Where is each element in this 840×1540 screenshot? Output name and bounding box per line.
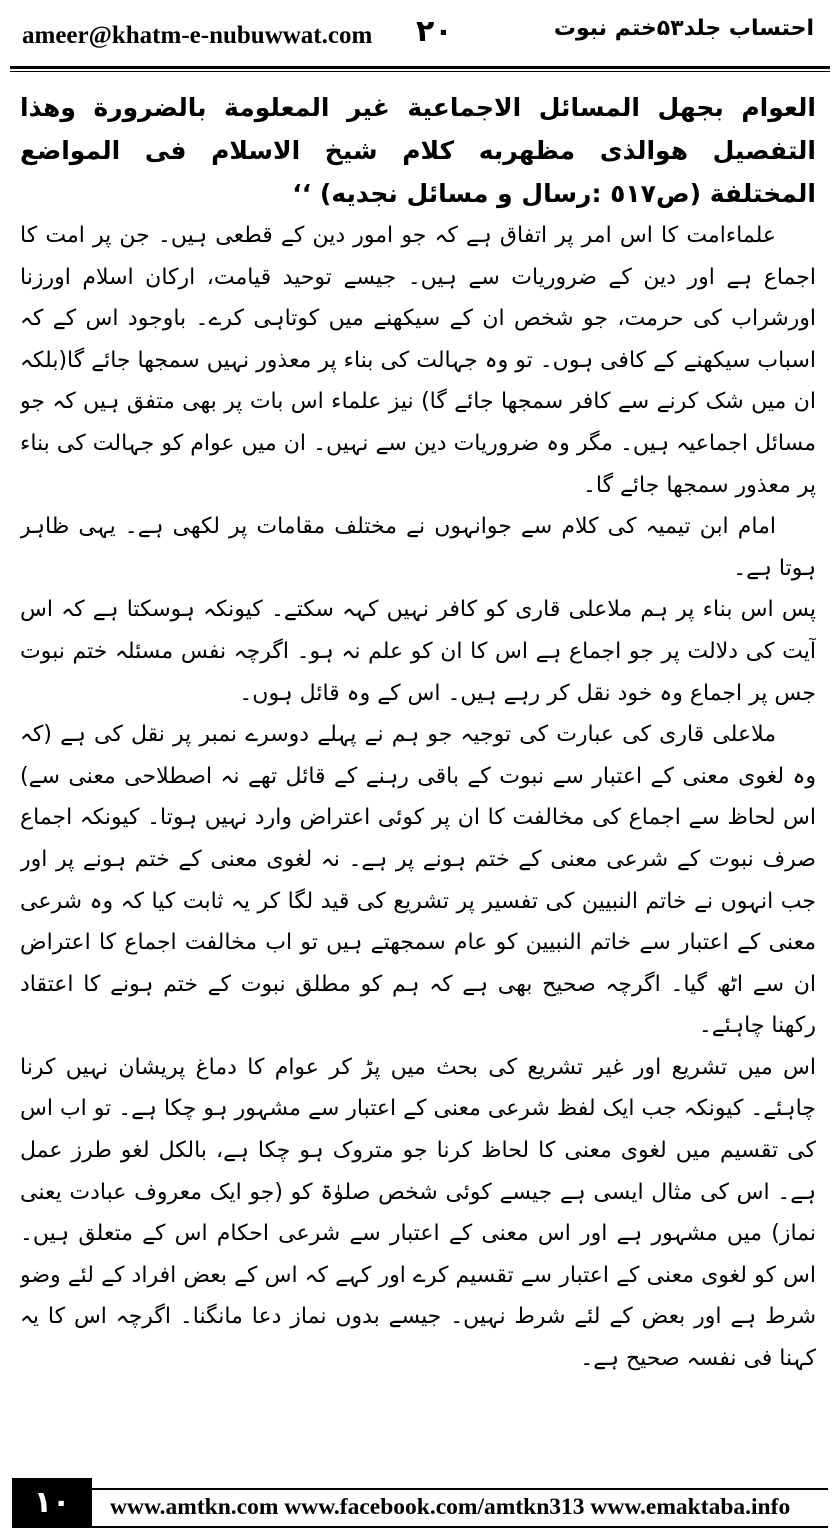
body-paragraph: پس اس بناء پر ہم ملاعلی قاری کو کافر نہیں کہہ سکتے۔ کیونکہ ہوسکتا ہے کہ اس آیت کی دلالت پر جو اجماع ہے اس کا ان کو علم نہ ہو۔ اگرچہ نفس مسئلہ ختم نبوت جس پر اجماع وہ خود نقل کر رہے ہیں۔ اس کے وہ قائل ہوں۔ bbox=[20, 597, 816, 706]
body-paragraph: ملاعلی قاری کی عبارت کی توجیہ جو ہم نے پہلے دوسرے نمبر پر نقل کی ہے (کہ وہ لغوی معنی کے اعتبار سے نبوت کے باقی رہنے کے قائل تھے نہ اصطلاحی معنی سے) اس لحاظ سے اجماع کی مخالفت کا ان پر کوئی اعتراض وارد نہیں ہوتا۔ کیونکہ اجماع صرف نبوت کے شرعی معنی کے ختم ہونے پر ہے۔ نہ لغوی معنی کے ختم ہونے پر اور جب انہوں نے خاتم النبیین کی تفسیر پر تشریع کی قید لگا کر یہ ثابت کیا کہ وہ شرعی معنی کے اعتبار سے خاتم النبیین کو عام سمجھتے ہیں تو اب مخالفت اجماع کا اعتراض ان سے اٹھ گیا۔ اگرچہ صحیح بھی ہے کہ ہم کو مطلق نبوت کے ختم ہونے کا اعتقاد رکھنا چاہئے۔ bbox=[20, 722, 816, 1039]
arabic-quote-paragraph: العوام بجهل المسائل الاجماعية غير المعلومة بالضرورة وهذا التفصيل هوالذى مظهربه كلام شيخ الاسلام فى المواضع المختلفة (ص٥١٧ :رسال و مسائل نجديه) ‘‘ bbox=[20, 93, 816, 208]
footer-page-number: ۱۰ bbox=[12, 1478, 92, 1528]
page-body bbox=[20, 86, 816, 1466]
body-paragraph: اس میں تشریع اور غیر تشریع کی بحث میں پڑ کر عوام کا دماغ پریشان نہیں کرنا چاہئے۔ کیونکہ جب ایک لفظ شرعی معنی کے اعتبار سے مشہور ہو چکا ہے۔ تو اب اس کی تقسیم میں لغوی معنی کا لحاظ کرنا جو متروک ہو چکا ہے، بالکل لغو طرز عمل ہے۔ اس کی مثال ایسی ہے جیسے کوئی شخص صلوٰۃ کو (جو ایک معروف عبادت یعنی نماز) میں مشہور ہے اور اس معنی کے اعتبار سے شرعی احکام اس کے متعلق ہیں۔ اس کو لغوی معنی کے اعتبار سے تقسیم کرے اور کہے کہ اس کے بعض افراد کے لئے وضو شرط ہے اور بعض کے لئے شرط نہیں۔ جیسے بدوں نماز دعا مانگنا۔ اگرچہ اس کا یہ کہنا فی نفسہ صحیح ہے۔ bbox=[20, 1054, 816, 1372]
header-email: ameer@khatm-e-nubuwwat.com bbox=[22, 22, 373, 49]
header-book-title: احتساب جلد۵۳ختم نبوت bbox=[553, 16, 814, 41]
page-header bbox=[0, 0, 840, 78]
page-footer bbox=[0, 1478, 840, 1540]
header-page-label: ۲۰ bbox=[416, 14, 453, 49]
footer-links: www.amtkn.com www.facebook.com/amtkn313 www.emaktaba.info bbox=[110, 1494, 791, 1520]
header-rule bbox=[10, 66, 830, 69]
header-rule-thin bbox=[10, 71, 830, 72]
footer-rule-bottom bbox=[92, 1526, 828, 1528]
body-paragraph: امام ابن تیمیہ کی کلام سے جوانہوں نے مختلف مقامات پر لکھی ہے۔ یہی ظاہر ہوتا ہے۔ bbox=[20, 514, 816, 581]
footer-rule-top bbox=[92, 1488, 828, 1490]
body-paragraph: علماءامت کا اس امر پر اتفاق ہے کہ جو امور دین کے قطعی ہیں۔ جن پر امت کا اجماع ہے اور دین کے ضروریات سے ہیں۔ جیسے توحید قیامت، ارکان اسلام اورزنا اورشراب کی حرمت، جو شخص ان کے سیکھنے میں کوتاہی کرے۔ باوجود اس کے کہ اسباب سیکھنے کے کافی ہوں۔ تو وہ جہالت کی بناء پر معذور نہیں سمجھا جائے گا(بلکہ ان میں شک کرنے سے کافر سمجھا جائے گا) نیز علماء اس بات پر بھی متفق ہیں کہ جو مسائل اجماعیہ ہیں۔ مگر وہ ضروریات دین سے نہیں۔ ان میں عوام کو جہالت کی بناء پر معذور سمجھا جائے گا۔ bbox=[20, 223, 816, 498]
